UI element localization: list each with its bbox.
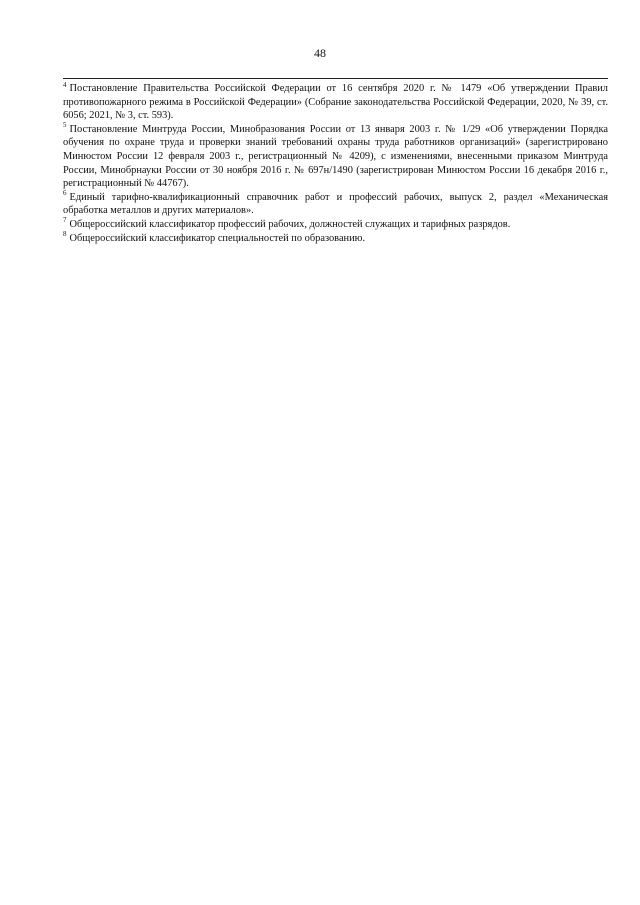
footnote-4 [63, 82, 608, 123]
footnote-7 [63, 218, 608, 232]
footnote-text: Общероссийский классификатор специальностей по образованию. [69, 232, 366, 244]
footnotes-section [63, 82, 608, 245]
page-number: 48 [314, 46, 326, 60]
footnote-8 [63, 232, 608, 246]
footnote-marker: 8 [63, 230, 67, 239]
footnote-6 [63, 191, 608, 218]
footnote-marker: 4 [63, 80, 67, 89]
footnote-separator [63, 78, 608, 79]
footnote-5 [63, 123, 608, 191]
footnote-marker: 5 [63, 121, 67, 130]
footnote-text: Постановление Минтруда России, Минобразования России от 13 января 2003 г. № 1/29 «Об утверждении Порядка обучения по охране труда и проверки знаний требований охраны труда работников организаций» (зарегистрировано Минюстом России 12 февраля 2003 г., регистрационный № 4209), с изменениями, внесенными приказом Минтруда России, Минобрнауки России от 30 ноября 2016 г. № 697н/1490 (зарегистрирован Минюстом России 16 декабря 2016 г., регистрационный № 44767). [63, 123, 608, 190]
footnote-text: Единый тарифно-квалификационный справочник работ и профессий рабочих, выпуск 2, раздел «Механическая обработка металлов и других материалов». [63, 191, 608, 217]
footnote-marker: 6 [63, 189, 67, 198]
footnote-marker: 7 [63, 216, 67, 225]
footnote-text: Постановление Правительства Российской Федерации от 16 сентября 2020 г. № 1479 «Об утверждении Правил противопожарного режима в Российской Федерации» (Собрание законодательства Российской Федерации, 2020, № 39, ст. 6056; 2021, № 3, ст. 593). [63, 83, 608, 122]
footnote-text: Общероссийский классификатор профессий рабочих, должностей служащих и тарифных разрядов. [69, 218, 511, 230]
